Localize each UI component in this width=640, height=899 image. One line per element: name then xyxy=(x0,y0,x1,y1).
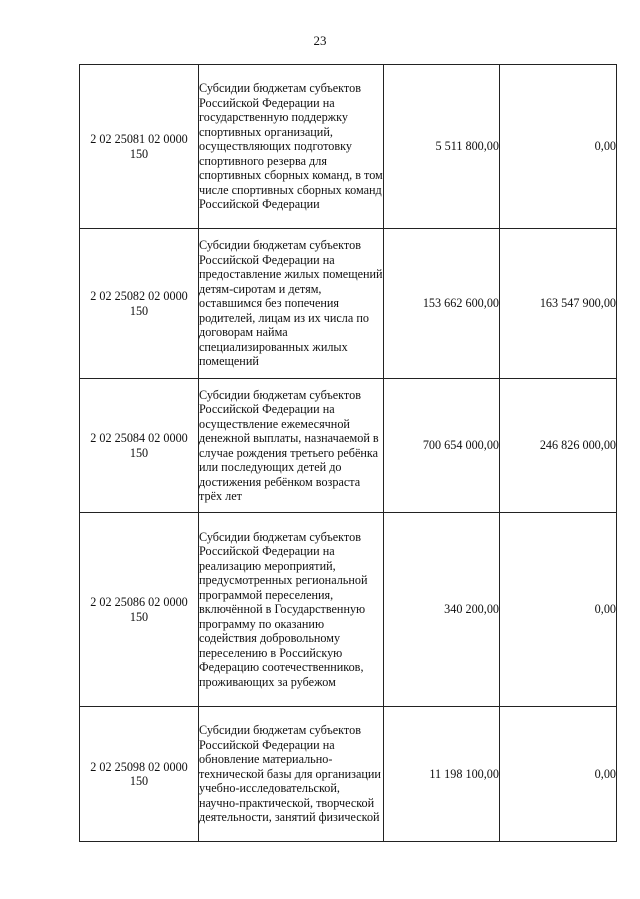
amount-value-1: 11 198 100,00 xyxy=(384,707,500,842)
amount-value-2: 0,00 xyxy=(500,707,617,842)
budget-code: 2 02 25084 02 0000 150 xyxy=(80,379,199,513)
budget-code: 2 02 25082 02 0000 150 xyxy=(80,229,199,379)
amount-value-2: 246 826 000,00 xyxy=(500,379,617,513)
row-description: Субсидии бюджетам субъектов Российской Федерации на предоставление жилых помещений детям-сиротам и детям, оставшимся без попечения родителей, лицам из их числа по договорам найма специализированных жилых помещений xyxy=(199,229,384,379)
table-row xyxy=(80,707,617,842)
table-row xyxy=(80,379,617,513)
row-description: Субсидии бюджетам субъектов Российской Федерации на государственную поддержку спортивных организаций, осуществляющих подготовку спортивного резерва для спортивных сборных команд, в том числе спортивных сборных команд Российской Федерации xyxy=(199,65,384,229)
budget-code: 2 02 25098 02 0000 150 xyxy=(80,707,199,842)
table-row xyxy=(80,229,617,379)
budget-table xyxy=(79,64,617,842)
amount-value-1: 340 200,00 xyxy=(384,513,500,707)
row-description: Субсидии бюджетам субъектов Российской Федерации на обновление материально-технической базы для организации учебно-исследовательской, научно-практической, творческой деятельности, занятий физической xyxy=(199,707,384,842)
amount-value-1: 5 511 800,00 xyxy=(384,65,500,229)
amount-value-1: 153 662 600,00 xyxy=(384,229,500,379)
table-row xyxy=(80,65,617,229)
table-row xyxy=(80,513,617,707)
amount-value-2: 0,00 xyxy=(500,513,617,707)
row-description: Субсидии бюджетам субъектов Российской Федерации на реализацию мероприятий, предусмотренных региональной программой переселения, включённой в Государственную программу по оказанию содействия добровольному переселению в Российскую Федерацию соотечественников, проживающих за рубежом xyxy=(199,513,384,707)
amount-value-2: 0,00 xyxy=(500,65,617,229)
amount-value-2: 163 547 900,00 xyxy=(500,229,617,379)
page-number: 23 xyxy=(313,33,327,48)
budget-code: 2 02 25086 02 0000 150 xyxy=(80,513,199,707)
row-description: Субсидии бюджетам субъектов Российской Федерации на осуществление ежемесячной денежной выплаты, назначаемой в случае рождения третьего ребёнка или последующих детей до достижения ребёнком возраста трёх лет xyxy=(199,379,384,513)
amount-value-1: 700 654 000,00 xyxy=(384,379,500,513)
budget-code: 2 02 25081 02 0000 150 xyxy=(80,65,199,229)
